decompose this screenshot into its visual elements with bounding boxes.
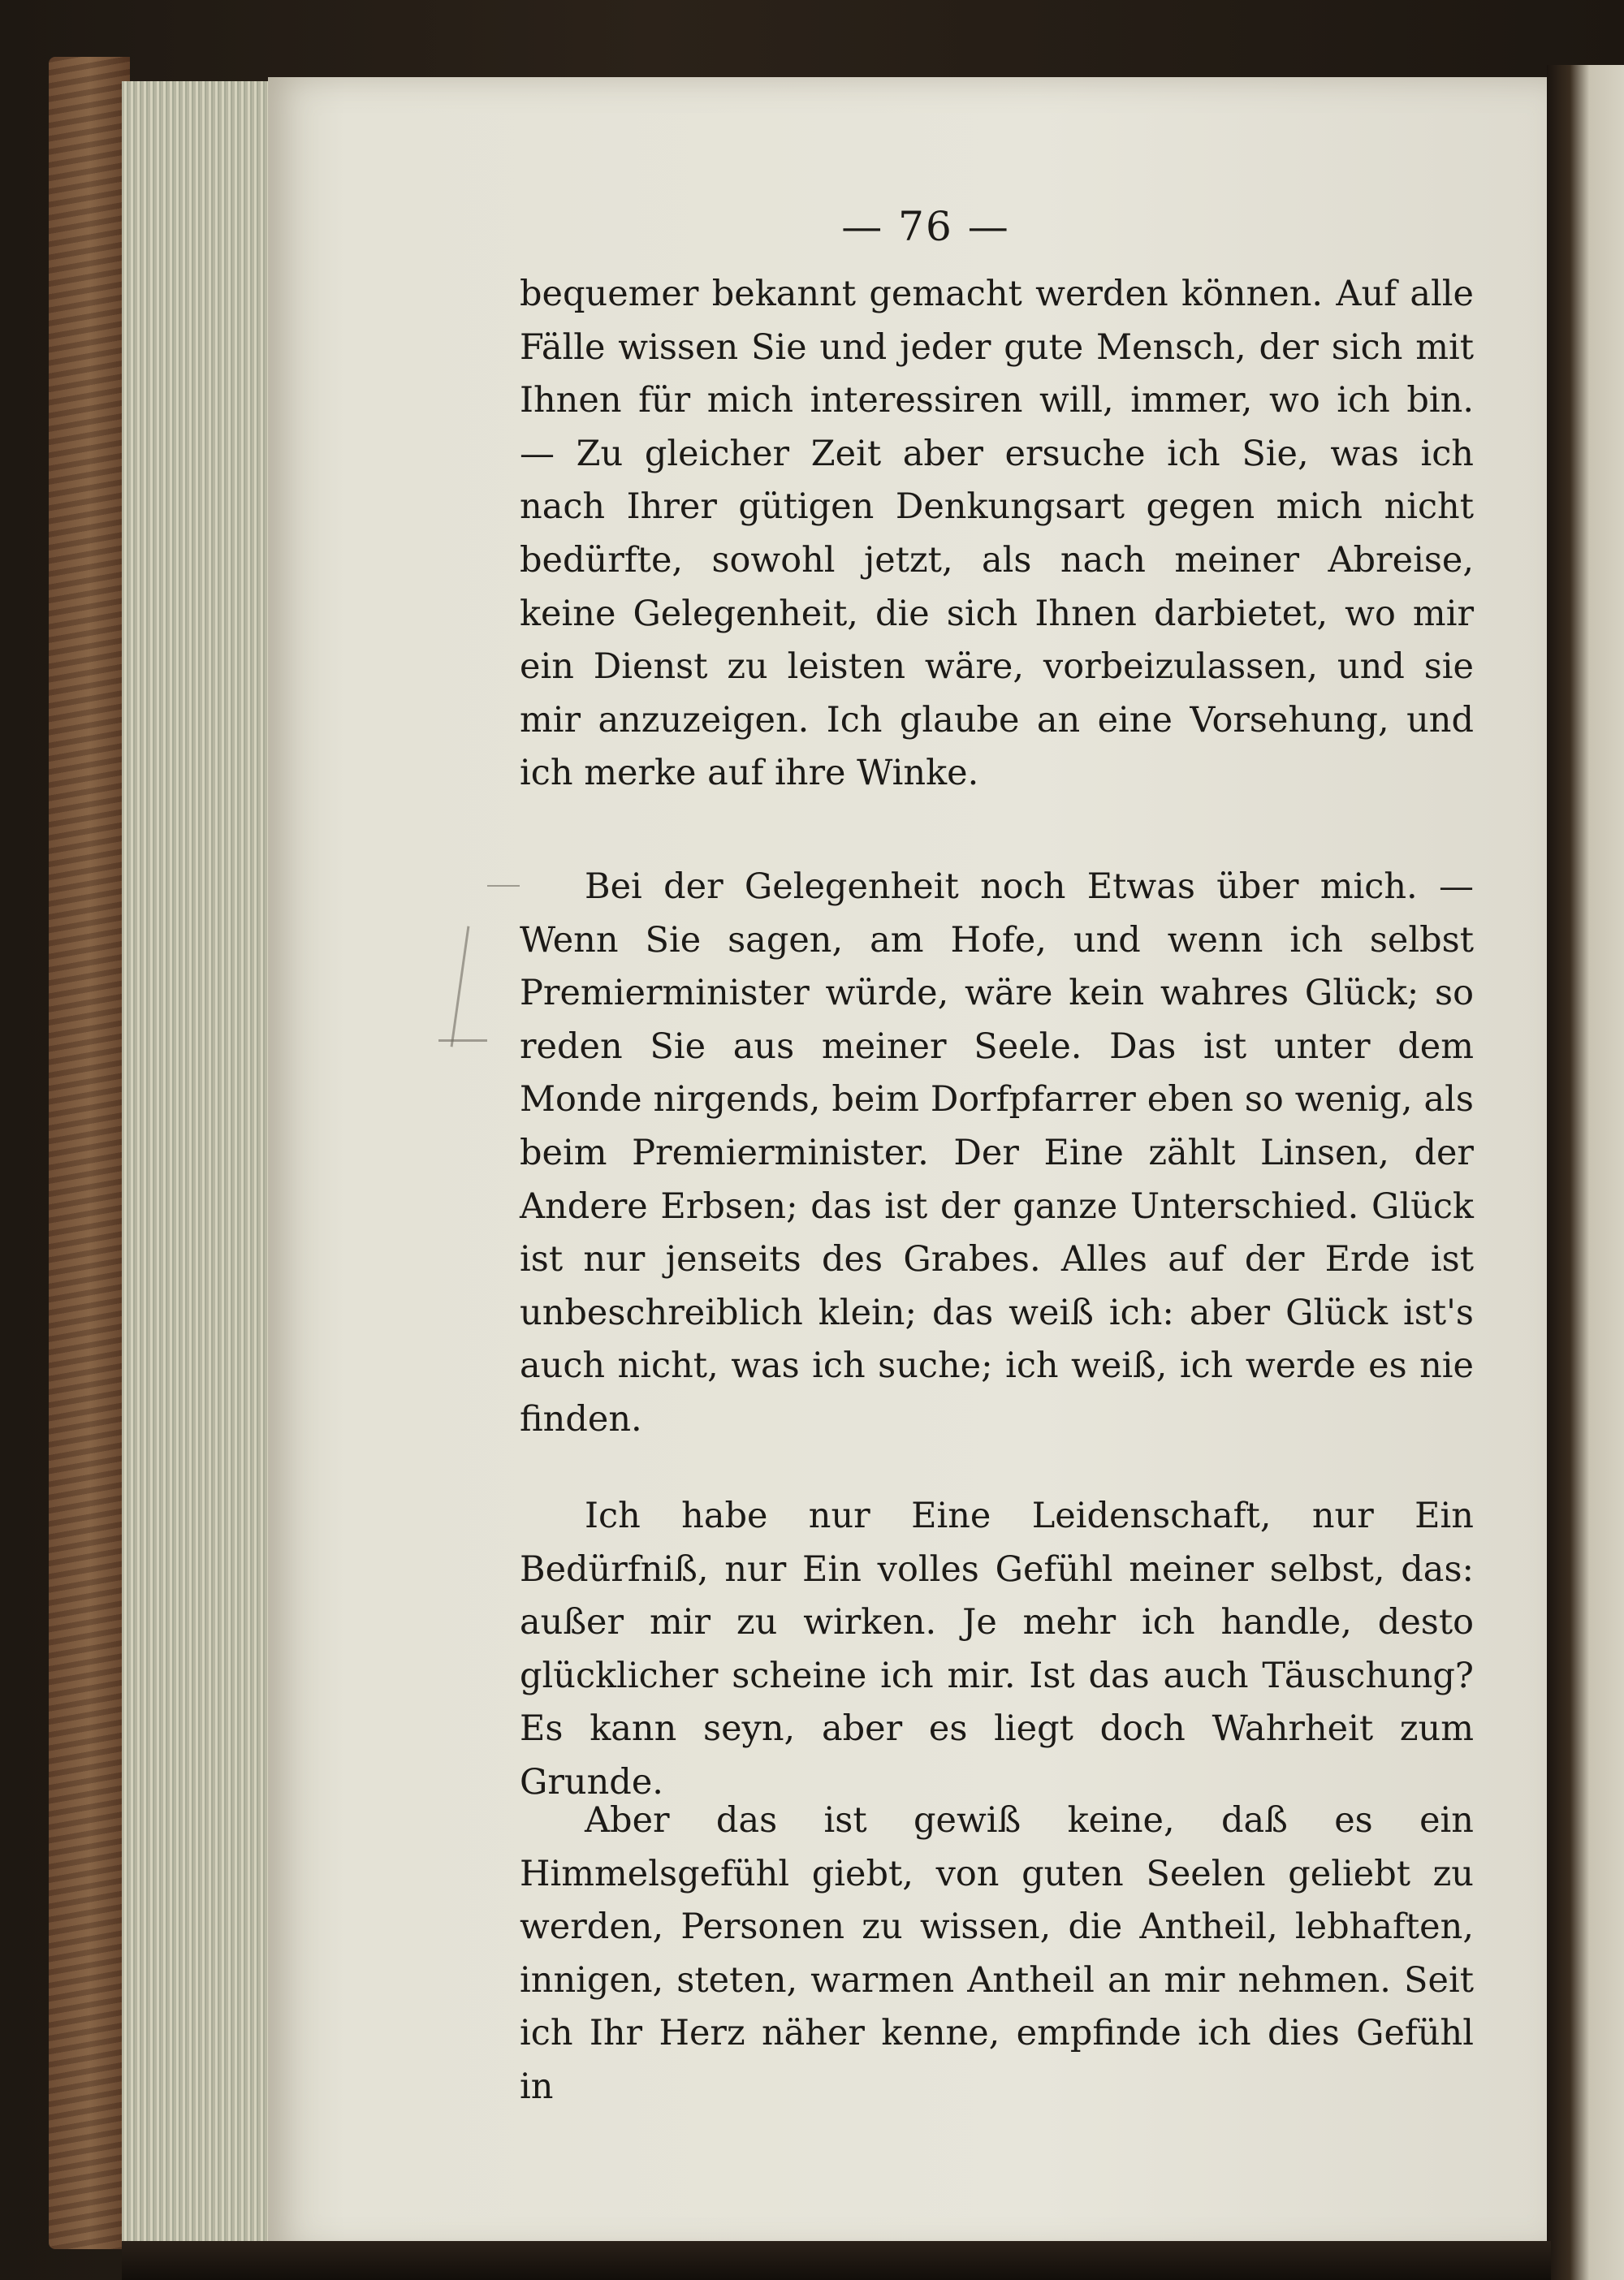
paragraph-2: Bei der Gelegenheit noch Etwas über mich. — Wenn Sie sagen, am Hofe, und wenn ich selbst Premierminister würde, wäre kein wahres Glück; so reden Sie aus meiner Seele. Das ist unter dem Monde nirgends, beim Dorfpfarrer eben so wenig, als beim Premierminister. Der Eine zählt Linsen, der Andere Erbsen; das ist der ganze Unterschied. Glück ist nur jenseits des Grabes. Alles auf der Erde ist unbeschreiblich klein; das weiß ich: aber Glück ist's auch nicht, was ich suche; ich weiß, ich werde es nie finden. <box>520 866 1474 1440</box>
pencil-margin-mark <box>487 885 520 887</box>
paragraph-1: bequemer bekannt gemacht werden können. Auf alle Fälle wissen Sie und jeder gute Mensch, der sich mit Ihnen für mich interessiren will, immer, wo ich bin. — Zu gleicher Zeit aber ersuche ich Sie, was ich nach Ihrer gütigen Denkungsart gegen mich nicht bedürfte, sowohl jetzt, als nach meiner Abreise, keine Gelegenheit, die sich Ihnen darbietet, wo mir ein Dienst zu leisten wäre, vorbeizulassen, und sie mir anzuzeigen. Ich glaube an eine Vorsehung, und ich merke auf ihre Winke. <box>520 274 1474 794</box>
book-cover-edge <box>49 57 130 2249</box>
paragraph-4: Aber das ist gewiß keine, daß es ein Himmelsgefühl giebt, von guten Seelen geliebt zu werden, Personen zu wissen, die Antheil, lebhaften, innigen, steten, warmen Antheil an mir nehmen. Seit ich Ihr Herz näher kenne, empfinde ich dies Gefühl in <box>520 1800 1474 2107</box>
bottom-shadow <box>122 2241 1551 2280</box>
page-stack-edges <box>122 81 276 2241</box>
page-number: — 76 — <box>841 203 1010 250</box>
facing-page-edge <box>1547 65 1624 2280</box>
paragraph-3: Ich habe nur Eine Leidenschaft, nur Ein Bedürfniß, nur Ein volles Gefühl meiner selbst, das: außer mir zu wirken. Je mehr ich handle, desto glücklicher scheine ich mir. Ist das auch Täuschung? Es kann seyn, aber es liegt doch Wahrheit zum Grunde. <box>520 1496 1474 1803</box>
pencil-margin-mark <box>438 1039 487 1042</box>
